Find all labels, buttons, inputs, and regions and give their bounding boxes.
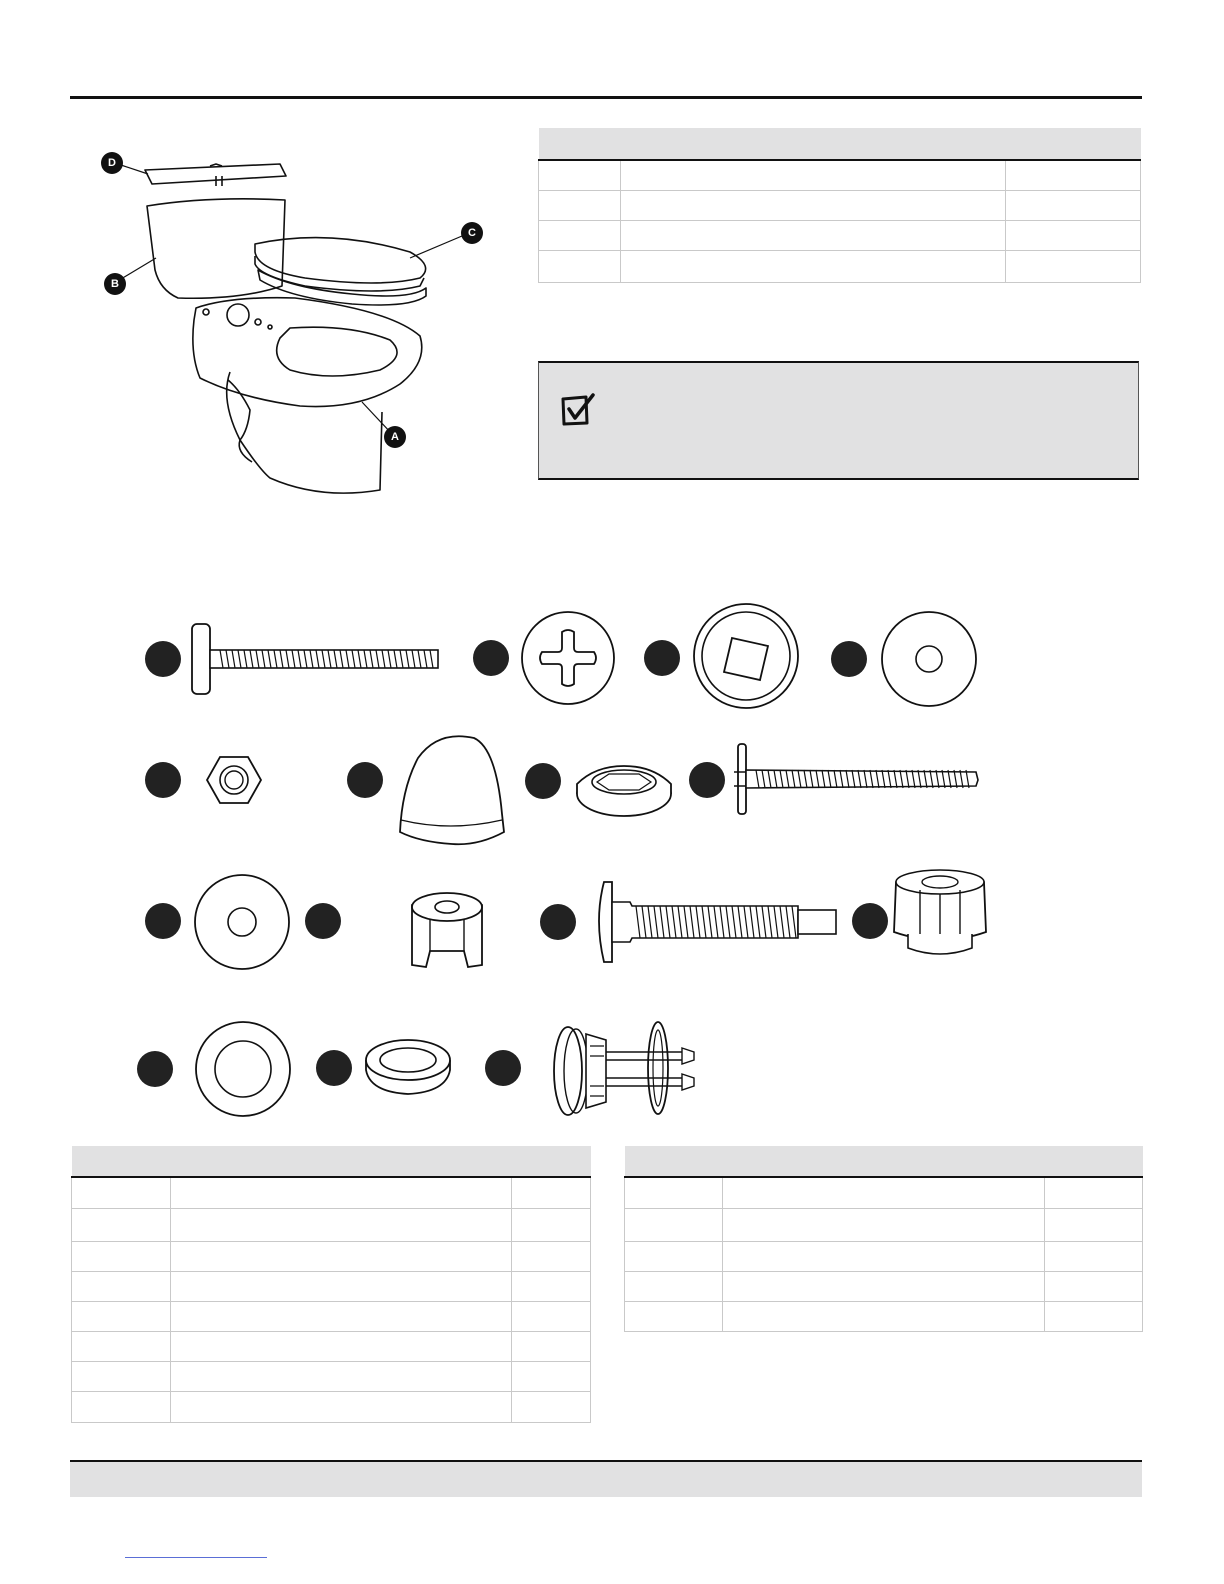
part-marker — [145, 641, 181, 677]
callout-b: B — [104, 273, 126, 295]
table-row — [625, 1209, 1143, 1242]
tapered-washer-icon — [575, 762, 673, 818]
part-marker — [689, 762, 725, 798]
table-row — [625, 1302, 1143, 1332]
hex-nut-icon — [205, 755, 263, 805]
callout-d: D — [101, 152, 123, 174]
footer-bar — [70, 1460, 1142, 1497]
square-hole-washer-icon — [692, 602, 800, 710]
carriage-bolt-icon — [592, 880, 840, 964]
table-row — [539, 221, 1141, 251]
table-row — [72, 1332, 591, 1362]
bolt-cap-icon — [398, 728, 508, 846]
parts-table-left — [71, 1146, 591, 1423]
table-row — [539, 191, 1141, 221]
wing-nut-spacer-icon — [404, 885, 490, 971]
part-marker — [540, 904, 576, 940]
rubber-gasket-icon — [364, 1036, 452, 1096]
long-t-bolt-icon — [190, 622, 445, 696]
cap-disk-plus-icon — [520, 610, 616, 706]
parts-table-right — [624, 1146, 1143, 1332]
callout-a: A — [384, 426, 406, 448]
push-button-flush-actuator-icon — [548, 1016, 698, 1126]
part-marker — [347, 762, 383, 798]
components-table — [538, 128, 1141, 283]
table-row — [539, 160, 1141, 191]
part-marker — [831, 641, 867, 677]
table-row — [72, 1209, 591, 1242]
large-flat-washer-icon — [193, 873, 291, 971]
table-header — [72, 1146, 591, 1177]
checkbox-check-icon — [560, 393, 596, 429]
table-row — [539, 251, 1141, 283]
threaded-seat-bolt-icon — [732, 742, 982, 816]
footer-link-underline[interactable] — [125, 1557, 267, 1558]
part-marker — [525, 763, 561, 799]
part-marker — [485, 1050, 521, 1086]
part-marker — [316, 1050, 352, 1086]
flat-washer-icon — [880, 610, 978, 708]
toilet-diagram — [90, 140, 510, 520]
table-row — [72, 1392, 591, 1423]
top-rule — [70, 96, 1142, 99]
part-marker — [305, 903, 341, 939]
table-row — [72, 1302, 591, 1332]
wide-washer-icon — [194, 1020, 292, 1118]
table-row — [72, 1242, 591, 1272]
table-row — [72, 1177, 591, 1209]
part-marker — [852, 903, 888, 939]
table-header — [625, 1146, 1143, 1177]
knob-nut-icon — [890, 868, 990, 958]
part-marker — [145, 903, 181, 939]
part-marker — [145, 762, 181, 798]
table-row — [72, 1272, 591, 1302]
table-row — [625, 1177, 1143, 1209]
table-header — [539, 128, 1141, 160]
table-row — [625, 1272, 1143, 1302]
part-marker — [473, 640, 509, 676]
table-row — [625, 1242, 1143, 1272]
part-marker — [644, 640, 680, 676]
note-box — [538, 361, 1139, 480]
part-marker — [137, 1051, 173, 1087]
callout-c: C — [461, 222, 483, 244]
table-row — [72, 1362, 591, 1392]
